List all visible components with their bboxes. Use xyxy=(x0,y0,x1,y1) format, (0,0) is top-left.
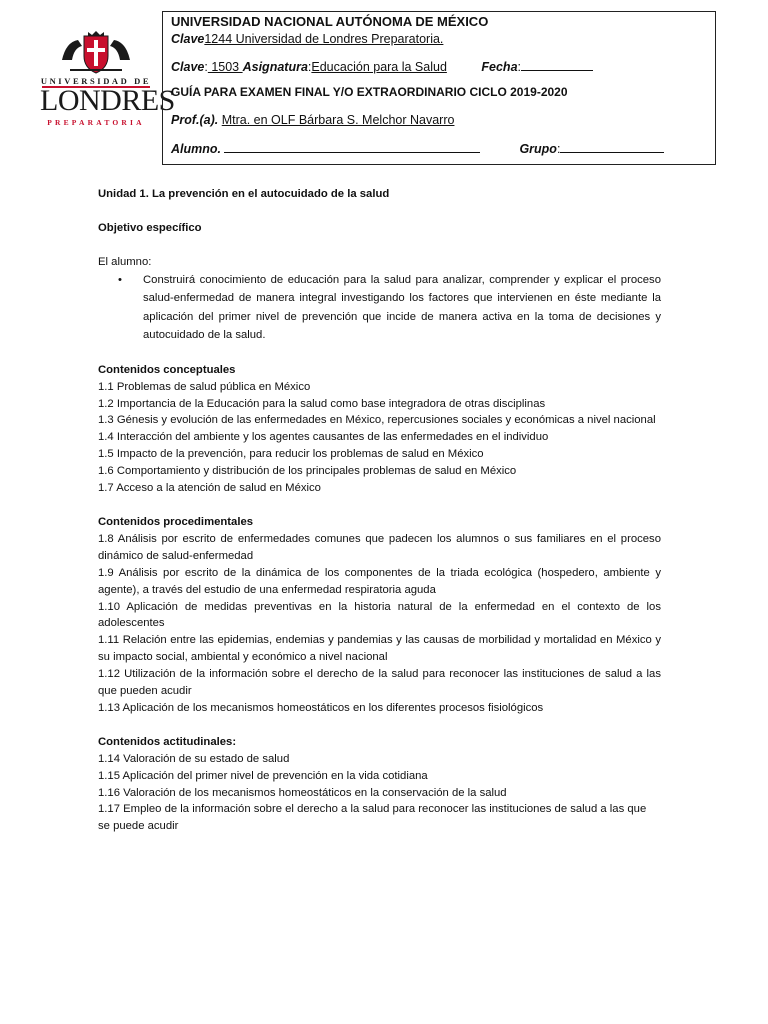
list-item: 1.8 Análisis por escrito de enfermedades comunes que padecen los alumnos o sus familiares en el proceso dinámico de salud-enfermedad xyxy=(98,532,661,562)
list-item: 1.9 Análisis por escrito de la dinámica de los componentes de la triada ecológica (hospedero, ambiente y agente), a través del estudio de una enfermedad respiratoria aguda xyxy=(98,566,661,596)
list-item: 1.6 Comportamiento y distribución de los principales problemas de salud en México xyxy=(98,465,517,478)
clave-asignatura-row: Clave: 1503 Asignatura:Educación para la Salud Fecha: xyxy=(171,58,593,74)
university-logo xyxy=(40,30,175,130)
guia-title: GUÍA PARA EXAMEN FINAL Y/O EXTRAORDINARIO CICLO 2019-2020 xyxy=(171,85,568,99)
fecha-label: Fecha xyxy=(481,60,518,74)
list-item: 1.15 Aplicación del primer nivel de prevención en la vida cotidiana xyxy=(98,769,428,782)
prof-row xyxy=(171,113,454,127)
clave2-value: 1503 xyxy=(207,60,243,74)
procedimentales-heading: Contenidos procedimentales xyxy=(98,515,254,528)
fecha-field[interactable] xyxy=(521,58,593,71)
guide-content xyxy=(98,186,661,835)
grupo-label: Grupo xyxy=(519,142,557,156)
actitudinales-heading: Contenidos actitudinales: xyxy=(98,735,237,748)
prof-label: Prof.(a). xyxy=(171,113,219,127)
logo-line-2: LONDRES xyxy=(40,84,175,117)
clave-row xyxy=(171,32,443,46)
clave-label: Clave xyxy=(171,32,205,46)
alumno-field[interactable] xyxy=(224,140,480,153)
clave2-label: Clave xyxy=(171,60,205,74)
list-item: 1.11 Relación entre las epidemias, endemias y pandemias y las causas de morbilidad y mortalidad en México y su impacto social, ambiental y económico a nivel nacional xyxy=(98,634,661,664)
header-title: UNIVERSIDAD NACIONAL AUTÓNOMA DE MÉXICO xyxy=(171,14,489,29)
clave-value: 1244 Universidad de Londres Preparatoria. xyxy=(204,32,444,46)
objetivo-heading: Objetivo específico xyxy=(98,221,202,234)
logo-line-3: PREPARATORIA xyxy=(47,118,145,127)
list-item: 1.1 Problemas de salud pública en México xyxy=(98,380,311,393)
header-box xyxy=(162,11,716,165)
list-item: 1.2 Importancia de la Educación para la salud como base integradora de otras disciplinas xyxy=(98,397,546,410)
logo-line-1: UNIVERSIDAD DE xyxy=(40,76,152,86)
asignatura-label: Asignatura xyxy=(242,60,308,74)
list-item: 1.16 Valoración de los mecanismos homeostáticos en la conservación de la salud xyxy=(98,786,507,799)
list-item: 1.14 Valoración de su estado de salud xyxy=(98,752,290,765)
objetivo-bullet xyxy=(98,271,661,345)
asignatura-value: Educación para la Salud xyxy=(311,60,447,74)
unidad-heading: Unidad 1. La prevención en el autocuidado de la salud xyxy=(98,188,390,200)
grupo-field[interactable] xyxy=(560,140,664,153)
list-item: 1.13 Aplicación de los mecanismos homeostáticos en los diferentes procesos fisiológicos xyxy=(98,701,544,714)
objetivo-text: Construirá conocimiento de educación para la salud para analizar, comprender y explicar el proceso salud-enfermedad de manera integral investigando los factores que intervienen en éste mediante la aplicación del primer nivel de prevención que incide de manera activa en la toma de decisiones y autocuidado de la salud. xyxy=(143,273,661,342)
conceptuales-heading: Contenidos conceptuales xyxy=(98,363,236,376)
bullet-icon: • xyxy=(118,273,122,286)
alumno-label: Alumno. xyxy=(171,142,221,156)
list-item: 1.5 Impacto de la prevención, para reducir los problemas de salud en México xyxy=(98,448,484,461)
list-item: 1.17 Empleo de la información sobre el derecho a la salud para reconocer las instituciones de salud a las que se puede acudir xyxy=(98,803,647,833)
alumno-intro: El alumno: xyxy=(98,255,152,268)
list-item: 1.7 Acceso a la atención de salud en México xyxy=(98,482,321,495)
prof-value: Mtra. en OLF Bárbara S. Melchor Navarro xyxy=(221,113,455,127)
list-item: 1.4 Interacción del ambiente y los agentes causantes de las enfermedades en el individuo xyxy=(98,431,549,444)
crest-icon xyxy=(60,30,132,74)
alumno-row: Alumno. Grupo: xyxy=(171,140,664,156)
list-item: 1.12 Utilización de la información sobre el derecho de la salud para reconocer las instituciones de salud a las que pueden acudir xyxy=(98,668,661,698)
list-item: 1.3 Génesis y evolución de las enfermedades en México, repercusiones sociales y económicas a nivel nacional xyxy=(98,414,656,427)
list-item: 1.10 Aplicación de medidas preventivas en la historia natural de la enfermedad en el contexto de los adolescentes xyxy=(98,600,661,630)
